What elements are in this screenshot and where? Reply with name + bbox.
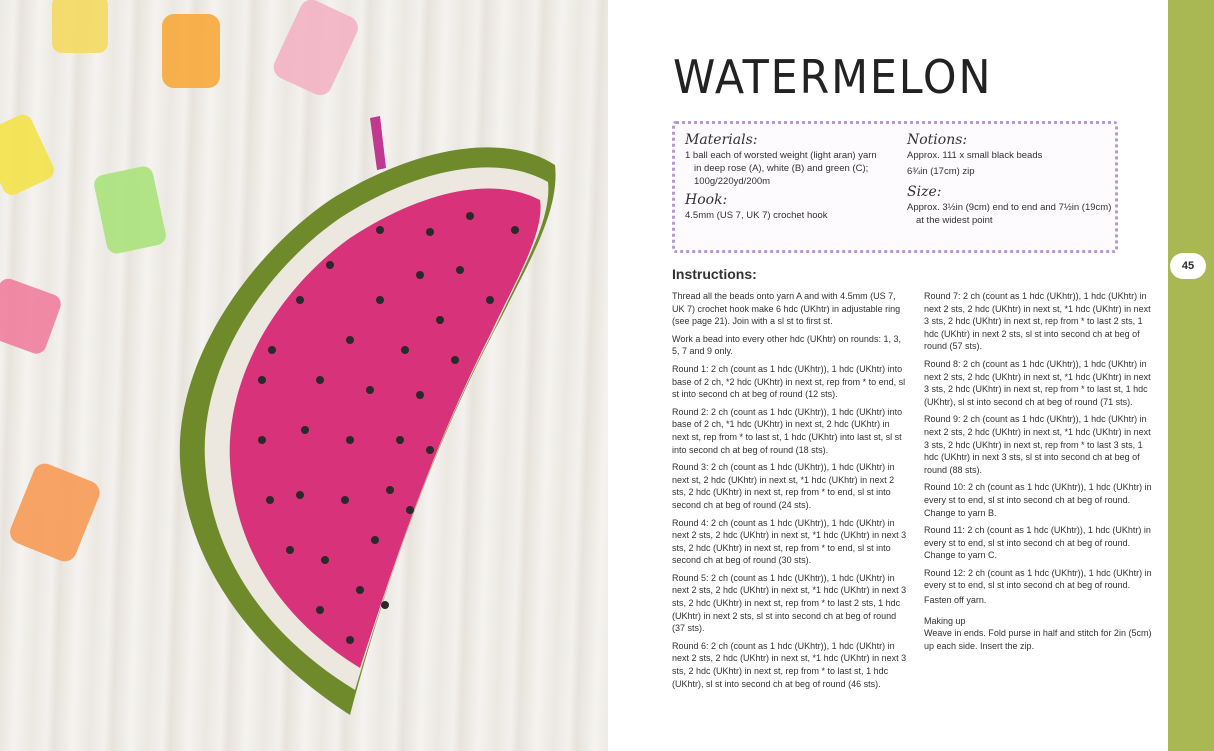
instruction-round: Round 11: 2 ch (count as 1 hdc (UKhtr)), 1 hdc (UKhtr) in every st to end, sl st into second ch at beg of round. Change to yarn C. <box>924 525 1151 561</box>
page-number: 45 <box>1170 253 1206 279</box>
materials-column <box>685 134 895 222</box>
materials-heading: Materials: <box>685 132 758 148</box>
instruction-round: Round 5: 2 ch (count as 1 hdc (UKhtr)), 1 hdc (UKhtr) in next 2 sts, 2 hdc (UKhtr) in next st, *1 hdc (UKhtr) in next 3 sts, 2 hdc (UKhtr) in next st, rep from * to last 2 sts, 1 hdc (UKhtr) in next 2 sts, sl st into second ch at beg of round (37 sts). <box>672 572 907 634</box>
materials-line: in deep rose (A), white (B) and green (C); <box>694 163 869 174</box>
instruction-round: Round 8: 2 ch (count as 1 hdc (UKhtr)), 1 hdc (UKhtr) in next 2 sts, 2 hdc (UKhtr) in next st, *1 hdc (UKhtr) in next 3 sts, 2 hdc (UKhtr) in next st, rep from * to last st, 1 hdc (UKhtr), sl st into second ch at beg of round (71 sts). <box>924 358 1151 407</box>
instruction-paragraph: Thread all the beads onto yarn A and with 4.5mm (US 7, UK 7) crochet hook make 6 hdc (UKhtr) in adjustable ring (see page 21). Join with a sl st to first st. <box>672 291 901 327</box>
page-edge-strip <box>1168 0 1214 751</box>
materials-box <box>672 121 1118 253</box>
notions-heading: Notions: <box>907 132 968 148</box>
size-line: Approx. 3½in (9cm) end to end and 7½in (19cm) <box>907 202 1112 213</box>
materials-line: 100g/220yd/200m <box>694 176 771 187</box>
instruction-round: Round 6: 2 ch (count as 1 hdc (UKhtr)), 1 hdc (UKhtr) in next 2 sts, 2 hdc (UKhtr) in next st, *1 hdc (UKhtr) in next 3 sts, 2 hdc (UKhtr) in next st, rep from * to last st, 1 hdc (UKhtr), sl st into second ch at beg of round (46 sts). <box>672 640 907 689</box>
making-up-text: Weave in ends. Fold purse in half and stitch for 2in (5cm) up each side. Insert the zip. <box>924 628 1152 651</box>
instruction-round: Round 9: 2 ch (count as 1 hdc (UKhtr)), 1 hdc (UKhtr) in next 2 sts, 2 hdc (UKhtr) in next st, *1 hdc (UKhtr) in next 3 sts, 2 hdc (UKhtr) in next st, rep from * to last 3 sts, 1 hdc (UKhtr) in next 3 sts, sl st into second ch at beg of round (88 sts). <box>924 414 1151 475</box>
zipper-pull <box>370 116 386 170</box>
hook-text: 4.5mm (US 7, UK 7) crochet hook <box>685 210 828 221</box>
notions-line: Approx. 111 x small black beads <box>907 150 1043 161</box>
notions-line: 6¾in (17cm) zip <box>907 166 975 177</box>
fasten-off-text: Fasten off yarn. <box>924 595 987 606</box>
size-line: at the widest point <box>916 215 993 226</box>
instruction-paragraph: Work a bead into every other hdc (UKhtr) on rounds: 1, 3, 5, 7 and 9 only. <box>672 333 901 357</box>
materials-line: 1 ball each of worsted weight (light aran) yarn <box>685 150 877 161</box>
instructions-column-left <box>672 290 908 695</box>
instruction-round: Round 1: 2 ch (count as 1 hdc (UKhtr)), 1 hdc (UKhtr) into base of 2 ch, *2 hdc (UKhtr) in next st, rep from * to end, sl st into second ch at beg of round (12 sts). <box>672 363 906 400</box>
making-up-heading: Making up <box>924 615 966 626</box>
instruction-round: Round 2: 2 ch (count as 1 hdc (UKhtr)), 1 hdc (UKhtr) into base of 2 ch, *1 hdc (UKhtr) in next st, 2 hdc (UKhtr) in next st, rep from * to last st, 1 hdc (UKhtr) into last st, sl st into second ch at beg of round (18 sts). <box>672 406 903 455</box>
instructions-heading: Instructions: <box>672 266 757 282</box>
instruction-round: Round 3: 2 ch (count as 1 hdc (UKhtr)), 1 hdc (UKhtr) in next st, 2 hdc (UKhtr) in next st, *1 hdc (UKhtr) in next 2 sts, 2 hdc (UKhtr) in next st, rep from * to end, sl st into second ch at beg of round (24 sts). <box>672 462 895 510</box>
instruction-round: Round 12: 2 ch (count as 1 hdc (UKhtr)), 1 hdc (UKhtr) in every st to end, sl st into second ch at beg of round. <box>924 567 1152 591</box>
instruction-round: Round 10: 2 ch (count as 1 hdc (UKhtr)), 1 hdc (UKhtr) in every st to end, sl st into second ch at beg of round. Change to yarn B. <box>924 482 1152 518</box>
page-title: WATERMELON <box>673 50 993 104</box>
size-heading: Size: <box>907 184 942 200</box>
instructions-column-right <box>924 290 1158 657</box>
notions-column <box>907 134 1117 227</box>
hook-heading: Hook: <box>685 192 728 208</box>
instruction-round: Round 4: 2 ch (count as 1 hdc (UKhtr)), 1 hdc (UKhtr) in next 2 sts, 2 hdc (UKhtr) in next st, *1 hdc (UKhtr) in next 3 sts, 2 hdc (UKhtr) in next st, rep from * to end, sl st into second ch at beg of round (30 sts). <box>672 517 907 566</box>
instruction-round: Round 7: 2 ch (count as 1 hdc (UKhtr)), 1 hdc (UKhtr) in next 2 sts, 2 hdc (UKhtr) in next st, *1 hdc (UKhtr) in next 3 sts, 2 hdc (UKhtr) in next st, rep from * to last 2 sts, 1 hdc (UKhtr) in next 2 sts, sl st into second ch at beg of round (57 sts). <box>924 291 1151 352</box>
